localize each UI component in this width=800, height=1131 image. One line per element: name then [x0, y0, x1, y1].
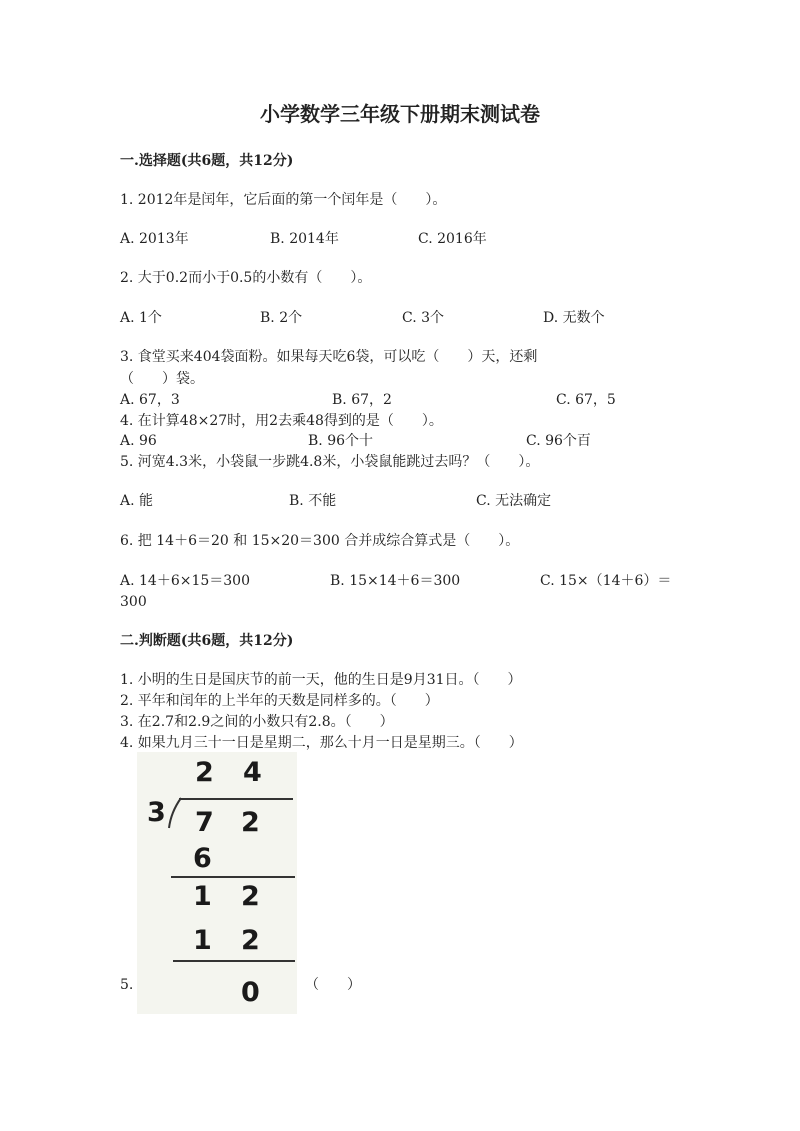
q6-option-c-cont: 300 — [120, 594, 147, 610]
q5-option-b: B. 不能 — [289, 493, 337, 509]
q2-option-d: D. 无数个 — [543, 310, 605, 326]
step2-digit-2: 2 — [241, 925, 260, 956]
dividend-digit-1: 7 — [195, 807, 214, 838]
q1-option-c: C. 2016年 — [418, 231, 487, 247]
dividend-digit-2: 2 — [241, 807, 260, 838]
q6-stem: 6. 把 14＋6＝20 和 15×20＝300 合并成综合算式是（ ）。 — [120, 533, 520, 549]
q6-option-b: B. 15×14＋6＝300 — [330, 573, 461, 589]
page-title: 小学数学三年级下册期末测试卷 — [260, 102, 540, 126]
judge-q1: 1. 小明的生日是国庆节的前一天，他的生日是9月31日。（ ） — [120, 672, 522, 688]
q6-option-c: C. 15×（14＋6）＝ — [540, 573, 672, 589]
step2-digit-1: 1 — [193, 925, 212, 956]
judge-q4: 4. 如果九月三十一日是星期二，那么十月一日是星期三。（ ） — [120, 735, 523, 751]
section-2-heading: 二.判断题(共6题，共12分) — [120, 633, 294, 649]
q1-stem: 1. 2012年是闰年，它后面的第一个闰年是（ ）。 — [120, 192, 447, 208]
step1-line — [171, 876, 295, 878]
final-remainder-digit: 0 — [241, 977, 260, 1008]
division-bar — [179, 798, 293, 800]
q5-stem: 5. 河宽4.3米，小袋鼠一步跳4.8米，小袋鼠能跳过去吗？（ ）。 — [120, 454, 540, 470]
quotient-digit-1: 2 — [195, 757, 214, 788]
q5-option-a: A. 能 — [120, 493, 154, 509]
judge-q3: 3. 在2.7和2.9之间的小数只有2.8。（ ） — [120, 714, 394, 730]
q5-option-c: C. 无法确定 — [476, 493, 552, 509]
q1-option-a: A. 2013年 — [120, 231, 189, 247]
q1-option-b: B. 2014年 — [270, 231, 339, 247]
divisor-digit: 3 — [147, 797, 166, 828]
q3-stem-cont: （ ）袋。 — [120, 371, 204, 387]
section-1-heading: 一.选择题(共6题，共12分) — [120, 153, 294, 169]
q2-option-c: C. 3个 — [402, 310, 445, 326]
q3-option-b: B. 67，2 — [332, 392, 392, 408]
q6-option-a: A. 14＋6×15＝300 — [120, 573, 250, 589]
judge-q5-blank: （ ） — [305, 977, 361, 993]
q2-option-b: B. 2个 — [260, 310, 303, 326]
long-division-figure — [137, 752, 297, 1014]
q4-stem: 4. 在计算48×27时，用2去乘48得到的是（ ）。 — [120, 413, 443, 429]
q4-option-a: A. 96 — [120, 433, 157, 449]
q2-option-a: A. 1个 — [120, 310, 162, 326]
remainder1-digit-1: 1 — [193, 881, 212, 912]
q3-stem: 3. 食堂买来404袋面粉。如果每天吃6袋，可以吃（ ）天，还剩 — [120, 349, 538, 365]
judge-q5-number: 5. — [120, 977, 134, 993]
remainder1-digit-2: 2 — [241, 881, 260, 912]
step2-line — [173, 960, 295, 962]
step1-digit: 6 — [193, 843, 212, 874]
quotient-digit-2: 4 — [243, 757, 262, 788]
division-bracket — [163, 796, 187, 830]
judge-q2: 2. 平年和闰年的上半年的天数是同样多的。（ ） — [120, 693, 439, 709]
q4-option-c: C. 96个百 — [526, 433, 591, 449]
q4-option-b: B. 96个十 — [308, 433, 374, 449]
q3-option-a: A. 67，3 — [120, 392, 180, 408]
q3-option-c: C. 67，5 — [556, 392, 616, 408]
q2-stem: 2. 大于0.2而小于0.5的小数有（ ）。 — [120, 270, 372, 286]
